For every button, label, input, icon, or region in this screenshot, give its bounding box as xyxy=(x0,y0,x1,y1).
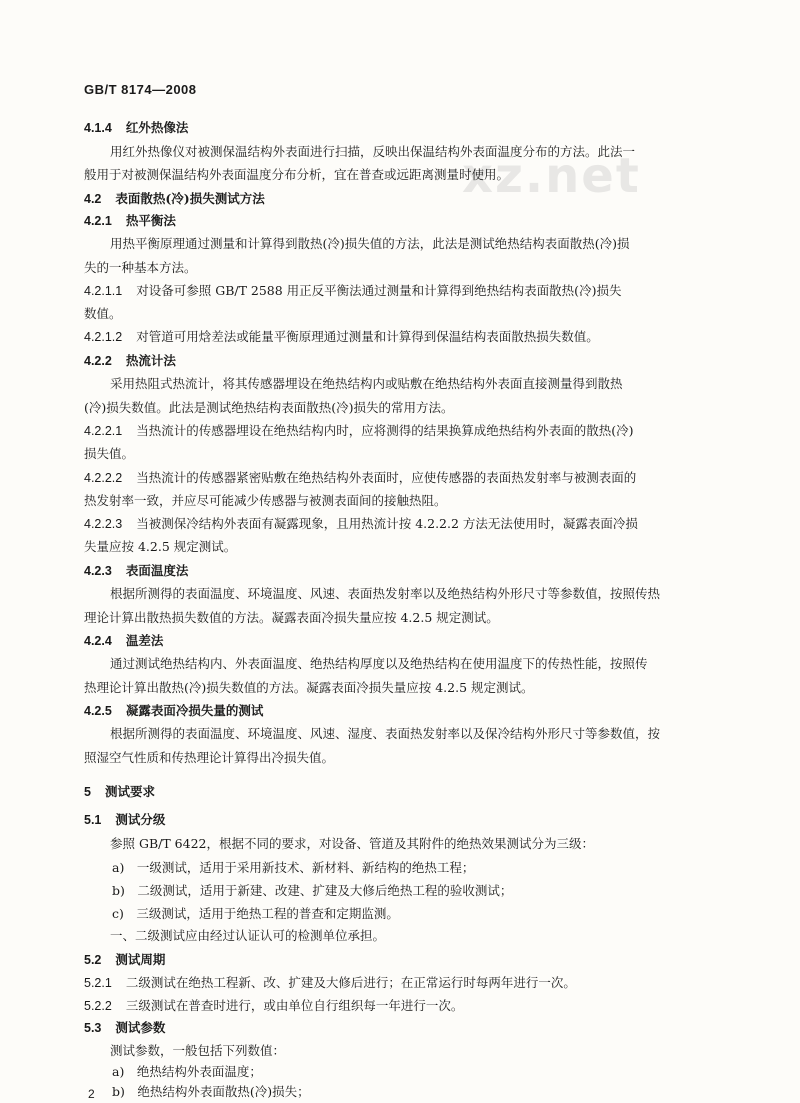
clause-title: 温差法 xyxy=(125,633,164,648)
chapter-heading xyxy=(84,784,724,800)
clause-number: 4.2.2.2 xyxy=(84,471,123,485)
list-item: c) 三级测试，适用于绝热工程的普查和定期监测。 xyxy=(112,906,399,921)
paragraph-line: 数值。 xyxy=(84,306,122,321)
clause-heading xyxy=(84,633,724,649)
clause-number: 5.2 xyxy=(84,953,102,967)
clause-heading xyxy=(84,120,724,136)
subclause-text: 二级测试在绝热工程新、改、扩建及大修后进行；在正常运行时每两年进行一次。 xyxy=(125,975,576,990)
clause-heading xyxy=(84,812,724,828)
subclause-text: 当被测保冷结构外表面有凝露现象，且用热流计按 4.2.2.2 方法无法使用时，凝露表面冷损 xyxy=(136,516,638,531)
clause-number: 5 xyxy=(84,785,91,799)
paragraph-line: 用红外热像仪对被测保温结构外表面进行扫描，反映出保温结构外表面温度分布的方法。此法一 xyxy=(110,144,636,159)
subclause-line xyxy=(84,423,724,439)
clause-number: 4.2.5 xyxy=(84,704,112,718)
clause-heading xyxy=(84,191,724,207)
paragraph-line: 损失值。 xyxy=(84,446,135,461)
paragraph-line: 热理论计算出散热(冷)损失数值的方法。凝露表面冷损失量应按 4.2.5 规定测试。 xyxy=(84,680,534,695)
paragraph-line: 参照 GB/T 6422，根据不同的要求，对设备、管道及其附件的绝热效果测试分为三级： xyxy=(110,836,594,851)
paragraph-line: 采用热阻式热流计，将其传感器埋设在绝热结构内或贴敷在绝热结构外表面直接测量得到散热 xyxy=(110,376,623,391)
subclause-line xyxy=(84,516,724,532)
paragraph-line: 般用于对被测保温结构外表面温度分布分析，宜在普查或远距离测量时使用。 xyxy=(84,167,510,182)
clause-title: 热平衡法 xyxy=(125,213,176,228)
page-number: 2 xyxy=(88,1087,95,1101)
paragraph-line: 照湿空气性质和传热理论计算得出冷损失值。 xyxy=(84,750,335,765)
paragraph-line: 一、二级测试应由经过认证认可的检测单位承担。 xyxy=(110,928,386,943)
clause-heading xyxy=(84,1020,724,1036)
clause-number: 5.2.2 xyxy=(84,999,112,1013)
clause-heading xyxy=(84,353,724,369)
paragraph-line: (冷)损失数值。此法是测试绝热结构表面散热(冷)损失的常用方法。 xyxy=(84,400,454,415)
clause-title: 红外热像法 xyxy=(125,120,189,135)
clause-heading xyxy=(84,703,724,719)
subclause-line xyxy=(84,329,724,345)
subclause-line xyxy=(84,975,724,991)
subclause-text: 三级测试在普查时进行，或由单位自行组织每一年进行一次。 xyxy=(125,998,464,1013)
clause-heading xyxy=(84,952,724,968)
clause-number: 4.1.4 xyxy=(84,121,112,135)
subclause-line xyxy=(84,470,724,486)
paragraph-line: 根据所测得的表面温度、环境温度、风速、表面热发射率以及绝热结构外形尺寸等参数值，按照传热 xyxy=(110,586,661,601)
clause-number: 4.2.3 xyxy=(84,564,112,578)
clause-number: 4.2.1.1 xyxy=(84,284,123,298)
clause-number: 5.1 xyxy=(84,813,102,827)
subclause-line xyxy=(84,998,724,1014)
clause-title: 测试要求 xyxy=(104,784,155,799)
clause-title: 表面温度法 xyxy=(125,563,189,578)
clause-title: 热流计法 xyxy=(125,353,176,368)
paragraph-line: 热发射率一致，并应尽可能减少传感器与被测表面间的接触热阻。 xyxy=(84,493,447,508)
clause-heading xyxy=(84,563,724,579)
clause-title: 测试周期 xyxy=(115,952,166,967)
paragraph-line: 理论计算出散热损失数值的方法。凝露表面冷损失量应按 4.2.5 规定测试。 xyxy=(84,610,499,625)
paragraph-line: 失量应按 4.2.5 规定测试。 xyxy=(84,539,237,554)
list-item: a) 绝热结构外表面温度； xyxy=(112,1064,262,1079)
clause-number: 4.2.2.3 xyxy=(84,517,123,531)
list-item: a) 一级测试，适用于采用新技术、新材料、新结构的绝热工程； xyxy=(112,860,475,875)
clause-number: 4.2.1 xyxy=(84,214,112,228)
subclause-text: 对管道可用焓差法或能量平衡原理通过测量和计算得到保温结构表面散热损失数值。 xyxy=(136,329,599,344)
clause-number: 5.3 xyxy=(84,1021,102,1035)
subclause-text: 当热流计的传感器紧密贴敷在绝热结构外表面时，应使传感器的表面热发射率与被测表面的 xyxy=(136,470,637,485)
paragraph-line: 通过测试绝热结构内、外表面温度、绝热结构厚度以及绝热结构在使用温度下的传热性能，按照传 xyxy=(110,656,648,671)
list-item: b) 二级测试，适用于新建、改建、扩建及大修后绝热工程的验收测试； xyxy=(112,883,513,898)
clause-number: 4.2.4 xyxy=(84,634,112,648)
clause-heading xyxy=(84,213,724,229)
clause-title: 测试分级 xyxy=(115,812,166,827)
subclause-text: 当热流计的传感器埋设在绝热结构内时，应将测得的结果换算成绝热结构外表面的散热(冷) xyxy=(136,423,634,438)
watermark: xz.net xyxy=(462,148,641,204)
clause-number: 4.2.2.1 xyxy=(84,424,123,438)
standard-code-header: GB/T 8174—2008 xyxy=(84,82,197,97)
clause-number: 4.2.1.2 xyxy=(84,330,123,344)
clause-number: 4.2 xyxy=(84,192,102,206)
list-item: b) 绝热结构外表面散热(冷)损失； xyxy=(112,1084,310,1099)
clause-number: 4.2.2 xyxy=(84,354,112,368)
clause-number: 5.2.1 xyxy=(84,976,112,990)
subclause-line xyxy=(84,283,724,299)
paragraph-line: 测试参数，一般包括下列数值： xyxy=(110,1043,286,1058)
clause-title: 表面散热(冷)损失测试方法 xyxy=(115,191,265,206)
paragraph-line: 用热平衡原理通过测量和计算得到散热(冷)损失值的方法，此法是测试绝热结构表面散热(冷)损 xyxy=(110,236,630,251)
subclause-text: 对设备可参照 GB/T 2588 用正反平衡法通过测量和计算得到绝热结构表面散热(冷)损失 xyxy=(136,283,622,298)
clause-title: 凝露表面冷损失量的测试 xyxy=(125,703,264,718)
paragraph-line: 失的一种基本方法。 xyxy=(84,260,197,275)
clause-title: 测试参数 xyxy=(115,1020,166,1035)
paragraph-line: 根据所测得的表面温度、环境温度、风速、湿度、表面热发射率以及保冷结构外形尺寸等参数值，按 xyxy=(110,726,661,741)
